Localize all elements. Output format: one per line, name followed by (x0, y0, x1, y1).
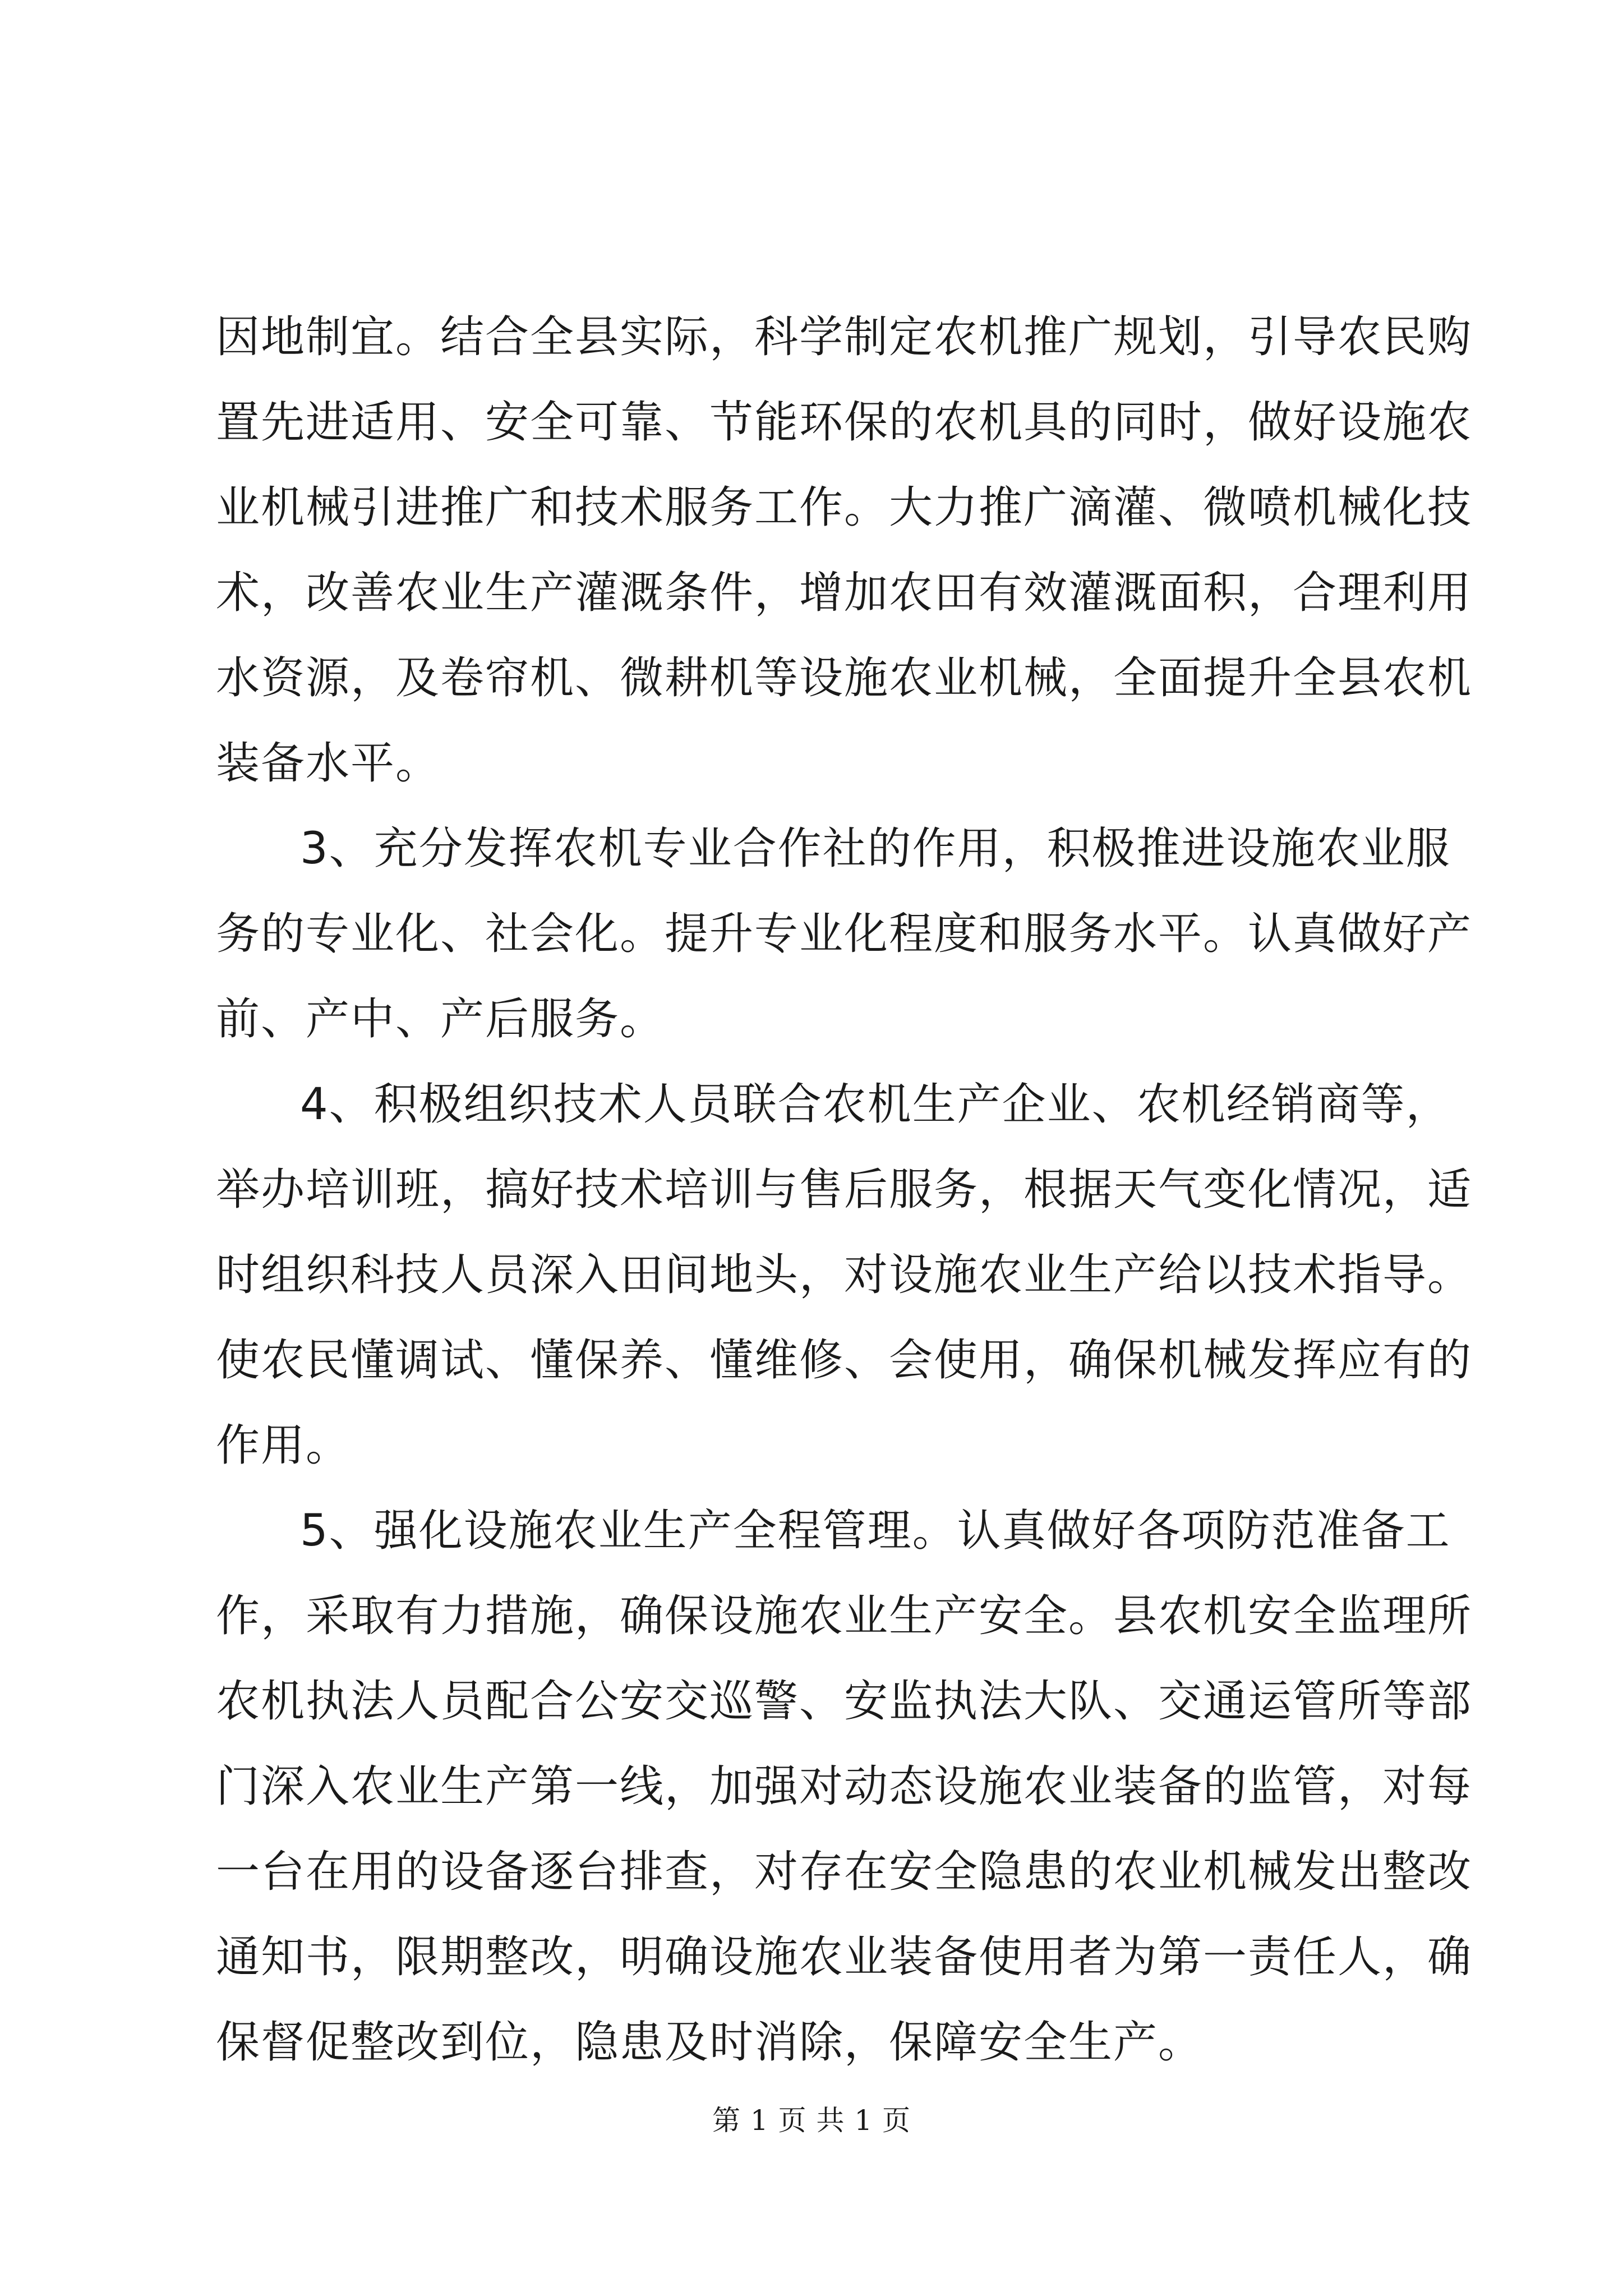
page-number-footer: 第 1 页 共 1 页 (712, 2104, 911, 2137)
text-line: 农机执法人员配合公安交巡警、安监执法大队、交通运管所等部 (216, 1676, 1473, 1727)
text-line: 业机械引进推广和技术服务工作。大力推广滴灌、微喷机械化技 (216, 482, 1473, 533)
text-line: 门深入农业生产第一线，加强对动态设施农业装备的监管，对每 (216, 1761, 1473, 1812)
document-body (216, 295, 1473, 2085)
text-line: 作，采取有力措施，确保设施农业生产安全。县农机安全监理所 (216, 1591, 1473, 1641)
text-line: 术，改善农业生产灌溉条件，增加农田有效灌溉面积，合理利用 (216, 568, 1473, 618)
text-line: 作用。 (216, 1420, 351, 1471)
text-line: 前、产中、产后服务。 (216, 994, 665, 1045)
text-line: 装备水平。 (216, 738, 441, 789)
text-line: 务的专业化、社会化。提升专业化程度和服务水平。认真做好产 (216, 909, 1473, 959)
text-line: 使农民懂调试、懂保养、懂维修、会使用，确保机械发挥应有的 (216, 1335, 1473, 1386)
paragraph-3-start: 3、充分发挥农机专业合作社的作用，积极推进设施农业服 (300, 823, 1451, 874)
text-line: 因地制宜。结合全县实际，科学制定农机推广规划，引导农民购 (216, 312, 1473, 362)
text-line: 水资源，及卷帘机、微耕机等设施农业机械，全面提升全县农机 (216, 653, 1473, 703)
text-line: 置先进适用、安全可靠、节能环保的农机具的同时，做好设施农 (216, 397, 1473, 448)
text-line: 时组织科技人员深入田间地头，对设施农业生产给以技术指导。 (216, 1250, 1473, 1300)
paragraph-5-start: 5、强化设施农业生产全程管理。认真做好各项防范准备工 (300, 1506, 1451, 1556)
text-line: 一台在用的设备逐台排查，对存在安全隐患的农业机械发出整改 (216, 1847, 1473, 1897)
text-line: 保督促整改到位，隐患及时消除，保障安全生产。 (216, 2017, 1204, 2068)
text-line: 通知书，限期整改，明确设施农业装备使用者为第一责任人，确 (216, 1932, 1473, 1982)
text-line: 举办培训班，搞好技术培训与售后服务，根据天气变化情况，适 (216, 1165, 1473, 1215)
paragraph-4-start: 4、积极组织技术人员联合农机生产企业、农机经销商等， (300, 1079, 1451, 1130)
